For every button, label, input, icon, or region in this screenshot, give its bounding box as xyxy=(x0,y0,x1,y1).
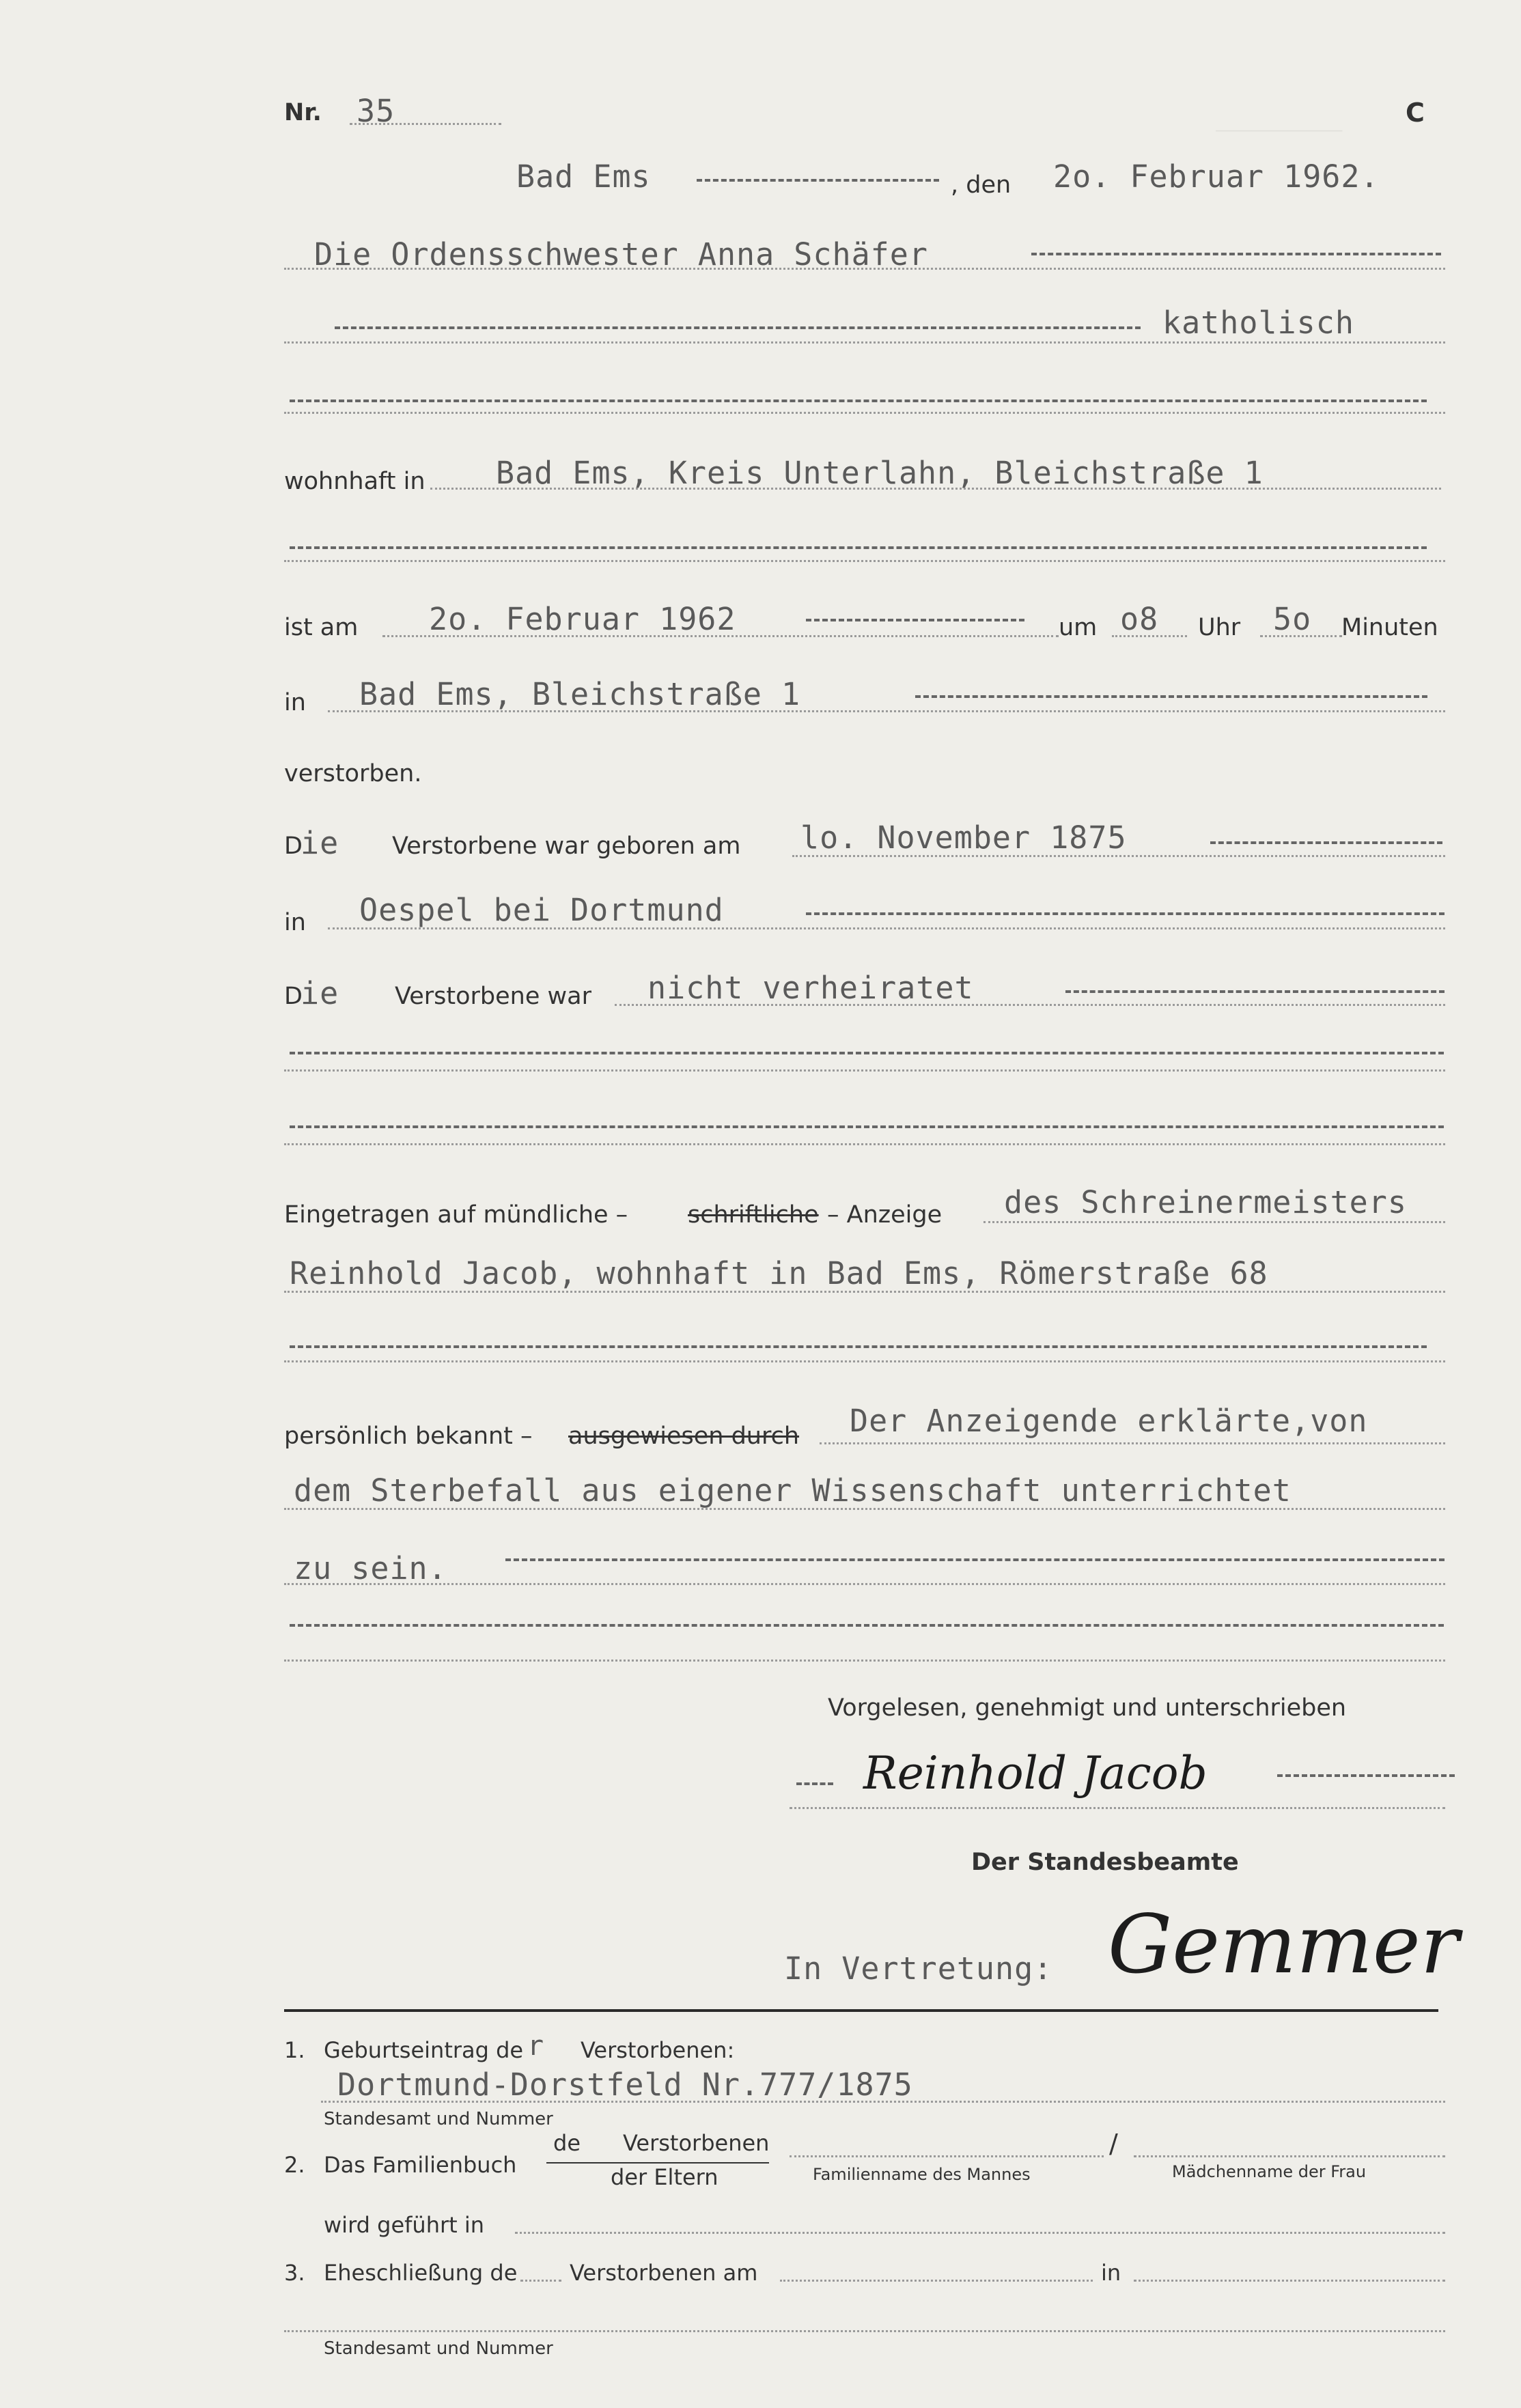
item3-number: 3. xyxy=(284,2260,305,2286)
item1-value: Dortmund-Dorstfeld Nr.777/1875 xyxy=(337,2067,913,2103)
blank-line-dash-2 xyxy=(290,546,1427,549)
corner-letter: C xyxy=(1406,98,1425,128)
minuten-label: Minuten xyxy=(1341,614,1438,641)
blank-line-dots-3 xyxy=(284,1069,1445,1072)
uhr-label: Uhr xyxy=(1198,614,1241,641)
blank-line-dash-6 xyxy=(290,1624,1444,1627)
item3-date-dots xyxy=(780,2280,1093,2282)
informant-signature: Reinhold Jacob xyxy=(863,1747,1208,1800)
registration-value-1: des Schreinermeisters xyxy=(1004,1184,1407,1220)
blank-line-dots-2 xyxy=(284,560,1445,562)
item1-typed: r xyxy=(527,2030,545,2062)
person-dots xyxy=(284,268,1445,270)
ist-am-label: ist am xyxy=(284,614,359,641)
minute-dots xyxy=(1260,635,1342,637)
birth-in-label: in xyxy=(284,909,306,936)
registration-dots-2 xyxy=(284,1291,1445,1293)
death-hour: o8 xyxy=(1120,601,1159,637)
item3-caption: Standesamt und Nummer xyxy=(324,2338,553,2359)
item1-dots xyxy=(321,2101,1445,2103)
verstorben-label: verstorben. xyxy=(284,760,422,787)
in-vertretung: In Vertretung: xyxy=(784,1950,1053,1987)
blank-line-dash-1 xyxy=(290,400,1427,402)
death-date-dots xyxy=(382,635,1059,637)
death-in-label: in xyxy=(284,689,306,716)
item2-dots-left xyxy=(790,2155,1104,2157)
place-value: Bad Ems xyxy=(516,158,651,195)
identity-value-1: Der Anzeigende erklärte,von xyxy=(850,1403,1368,1439)
item3-de-dots xyxy=(520,2280,561,2282)
place-dash xyxy=(697,179,939,182)
marital-dots xyxy=(615,1004,1445,1006)
birth-date-dash xyxy=(1210,841,1442,844)
nr-value: 35 xyxy=(357,93,395,129)
death-date-dash xyxy=(806,619,1024,621)
item2-de: de xyxy=(553,2130,581,2156)
residence-value: Bad Ems, Kreis Unterlahn, Bleichstraße 1 xyxy=(496,455,1264,491)
identity-dots-3 xyxy=(284,1583,1445,1585)
identity-dots-1 xyxy=(820,1442,1445,1444)
item2-kept-dots xyxy=(515,2232,1445,2234)
blank-line-dots-6 xyxy=(284,1660,1445,1662)
informant-sig-dots xyxy=(790,1807,1445,1809)
informant-sig-dash-left xyxy=(796,1782,833,1785)
item3-place-dots xyxy=(1134,2280,1445,2282)
um-label: um xyxy=(1059,614,1098,641)
birth-place-dots xyxy=(328,927,1445,929)
registration-label-2: – Anzeige xyxy=(827,1201,943,1229)
marital-ie-typed: ie xyxy=(301,975,339,1011)
informant-sig-dash-right xyxy=(1277,1774,1455,1777)
blank-line-dash-3 xyxy=(290,1052,1444,1054)
religion-value: katholisch xyxy=(1162,305,1354,341)
item2-number: 2. xyxy=(284,2152,305,2178)
item2-bottom: der Eltern xyxy=(611,2164,718,2190)
blank-line-dash-5 xyxy=(290,1345,1427,1348)
marital-d-prefix: D xyxy=(284,983,303,1010)
identity-label-1: persönlich bekannt – xyxy=(284,1423,533,1450)
birth-place-dash xyxy=(806,912,1445,915)
birth-label: Verstorbene war geboren am xyxy=(392,832,741,860)
religion-dash xyxy=(335,326,1141,329)
birth-date: lo. November 1875 xyxy=(800,820,1127,856)
item2-top: Verstorbenen xyxy=(623,2130,770,2156)
birth-place: Oespel bei Dortmund xyxy=(359,892,724,928)
marital-dash xyxy=(1065,990,1445,993)
marital-label: Verstorbene war xyxy=(395,983,591,1010)
identity-dash-3 xyxy=(505,1558,1445,1561)
death-place: Bad Ems, Bleichstraße 1 xyxy=(359,676,801,712)
death-place-dash xyxy=(915,695,1427,698)
item1-label-a: Geburtseintrag de xyxy=(324,2037,524,2063)
item3-in: in xyxy=(1101,2260,1121,2286)
item3-number-dots xyxy=(284,2330,1445,2332)
blank-line-dots-1 xyxy=(284,412,1445,414)
item3-label-b: Verstorbenen am xyxy=(570,2260,758,2286)
residence-dots xyxy=(430,488,1441,490)
identity-label-struck: ausgewiesen durch xyxy=(568,1423,800,1450)
registrar-label: Der Standesbeamte xyxy=(971,1849,1239,1876)
item1-caption: Standesamt und Nummer xyxy=(324,2109,553,2129)
death-date: 2o. Februar 1962 xyxy=(429,601,736,637)
item1-number: 1. xyxy=(284,2037,305,2063)
identity-value-3: zu sein. xyxy=(294,1550,447,1586)
blank-line-dots-5 xyxy=(284,1360,1445,1362)
item2-caption-left: Familienname des Mannes xyxy=(813,2165,1031,2184)
residence-label: wohnhaft in xyxy=(284,468,425,495)
item2-kept: wird geführt in xyxy=(324,2212,485,2238)
nr-label: Nr. xyxy=(284,99,322,126)
item2-slash: / xyxy=(1109,2129,1118,2159)
marital-value: nicht verheiratet xyxy=(647,970,974,1006)
hour-dots xyxy=(1112,635,1187,637)
footer-separator xyxy=(284,2009,1438,2012)
death-place-dots xyxy=(328,710,1445,712)
person-dash xyxy=(1031,253,1441,255)
item2-caption-right: Mädchenname der Frau xyxy=(1172,2162,1367,2181)
registration-label-1: Eingetragen auf mündliche – xyxy=(284,1201,628,1229)
item2-dots-right xyxy=(1134,2155,1445,2157)
bleed-through: _______ xyxy=(1216,97,1343,132)
birth-ie-typed: ie xyxy=(301,825,339,861)
religion-dots xyxy=(284,341,1445,344)
identity-value-2: dem Sterbefall aus eigener Wissenschaft unterrichtet xyxy=(294,1472,1292,1509)
death-minute: 5o xyxy=(1273,601,1312,637)
birth-d-prefix: D xyxy=(284,832,303,860)
item2-label: Das Familienbuch xyxy=(324,2152,517,2178)
read-approved-label: Vorgelesen, genehmigt und unterschrieben xyxy=(828,1694,1347,1722)
person-line: Die Ordensschwester Anna Schäfer xyxy=(314,236,928,272)
registration-value-2: Reinhold Jacob, wohnhaft in Bad Ems, Römerstraße 68 xyxy=(290,1255,1268,1291)
registrar-signature: Gemmer xyxy=(1108,1897,1460,1991)
nr-dots xyxy=(350,123,501,125)
item1-label-b: Verstorbenen: xyxy=(581,2037,735,2063)
item2-fraction-line xyxy=(546,2162,769,2164)
den-label: , den xyxy=(951,171,1011,199)
identity-dots-2 xyxy=(284,1508,1445,1510)
item3-label-a: Eheschließung de xyxy=(324,2260,518,2286)
registration-dots-1 xyxy=(983,1221,1445,1223)
record-date: 2o. Februar 1962. xyxy=(1053,158,1380,195)
blank-line-dash-4 xyxy=(290,1125,1444,1128)
registration-label-struck: schriftliche xyxy=(688,1201,819,1229)
birth-date-dots xyxy=(792,855,1445,857)
blank-line-dots-4 xyxy=(284,1143,1445,1145)
